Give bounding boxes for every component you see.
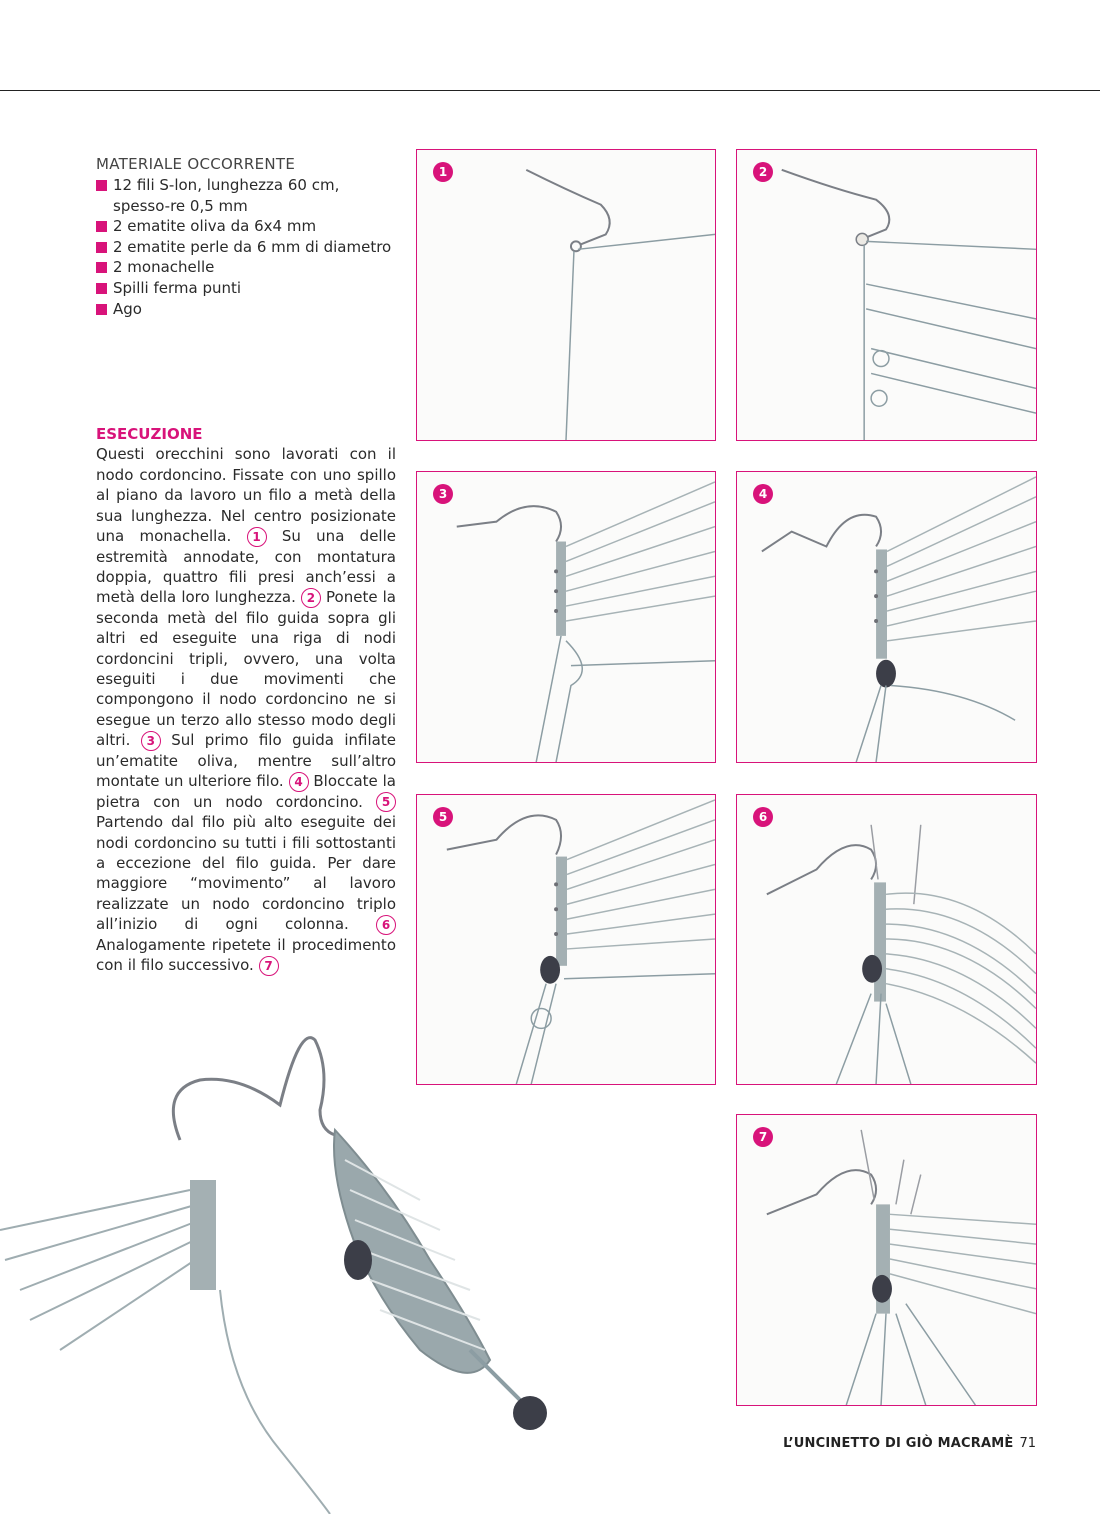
bullet-square-icon — [96, 283, 107, 294]
top-rule — [0, 90, 1100, 91]
execution-section — [96, 424, 396, 976]
execution-text — [96, 444, 396, 975]
list-item: 2 ematite perle da 6 mm di diametro — [96, 237, 396, 258]
step-illustration — [737, 150, 1036, 440]
step-illustration — [417, 150, 715, 440]
step-number-badge: 6 — [753, 807, 773, 827]
bullet-square-icon — [96, 304, 107, 315]
step-ref-badge: 7 — [259, 956, 279, 976]
materials-section — [96, 154, 396, 319]
step-ref-badge: 5 — [376, 792, 396, 812]
page-number: 71 — [1019, 1436, 1036, 1451]
step-ref-badge: 2 — [301, 588, 321, 608]
step-ref-badge: 6 — [376, 915, 396, 935]
list-item: 12 fili S-lon, lunghezza 60 cm, spesso-re 0,5 mm — [96, 175, 396, 216]
bullet-square-icon — [96, 221, 107, 232]
execution-paragraph: Bloccate la pietra con un nodo cordoncino. — [96, 772, 396, 811]
step-number-badge: 1 — [433, 162, 453, 182]
list-item: Spilli ferma punti — [96, 278, 396, 299]
earring-photo — [0, 1030, 720, 1514]
step-photo-6 — [736, 794, 1037, 1085]
list-item: Ago — [96, 299, 396, 320]
step-number-badge: 7 — [753, 1127, 773, 1147]
list-item: 2 ematite oliva da 6x4 mm — [96, 216, 396, 237]
step-illustration — [737, 1115, 1036, 1405]
execution-paragraph: Sul primo filo guida infilate un’ematite oliva, mentre sull’altro montate un ulteriore filo. — [96, 731, 396, 791]
materials-list — [96, 175, 396, 319]
materials-title: MATERIALE OCCORRENTE — [96, 155, 296, 173]
bullet-square-icon — [96, 262, 107, 273]
execution-paragraph: Questi orecchini sono lavorati con il nodo cordoncino. Fissate con uno spillo al piano da lavoro un filo a metà della sua lunghezza. Nel centro posizionate una monachella. — [96, 445, 396, 546]
step-illustration — [417, 472, 715, 762]
step-ref-badge: 1 — [247, 527, 267, 547]
step-photo-2 — [736, 149, 1037, 441]
step-photo-1 — [416, 149, 716, 441]
step-ref-badge: 3 — [141, 731, 161, 751]
page-footer — [783, 1436, 1036, 1451]
step-photo-4 — [736, 471, 1037, 763]
step-number-badge: 4 — [753, 484, 773, 504]
bullet-square-icon — [96, 242, 107, 253]
execution-paragraph: Analogamente ripetete il procedimento con il filo successivo. — [96, 935, 396, 975]
execution-paragraph: Su una delle estremità annodate, con montatura doppia, quattro fili presi anch’essi a metà della loro lunghezza. — [96, 527, 396, 607]
step-number-badge: 5 — [433, 807, 453, 827]
step-photo-3 — [416, 471, 716, 763]
list-item: 2 monachelle — [96, 257, 396, 278]
magazine-title: L’UNCINETTO DI GIÒ MACRAMÈ — [783, 1436, 1014, 1451]
step-photo-7 — [736, 1114, 1037, 1406]
bullet-square-icon — [96, 180, 107, 191]
execution-paragraph: Partendo dal filo più alto eseguite dei nodi cordoncino su tutti i fili sottostanti a eccezione del filo guida. Per dare maggiore “movimento” al lavoro realizzate un nodo cordoncino triplo all’inizio di ogni colonna. — [96, 813, 396, 934]
step-ref-badge: 4 — [289, 772, 309, 792]
execution-paragraph: Ponete la seconda metà del filo guida sopra gli altri ed eseguite una riga di nodi cordoncini tripli, ovvero, una volta eseguiti i due movimenti che compongono il nodo cordoncino ne si esegue un terzo allo stesso modo degli altri. — [96, 588, 396, 750]
execution-title: ESECUZIONE — [96, 425, 203, 443]
step-number-badge: 3 — [433, 484, 453, 504]
step-illustration — [737, 795, 1036, 1084]
step-number-badge: 2 — [753, 162, 773, 182]
step-illustration — [737, 472, 1036, 762]
